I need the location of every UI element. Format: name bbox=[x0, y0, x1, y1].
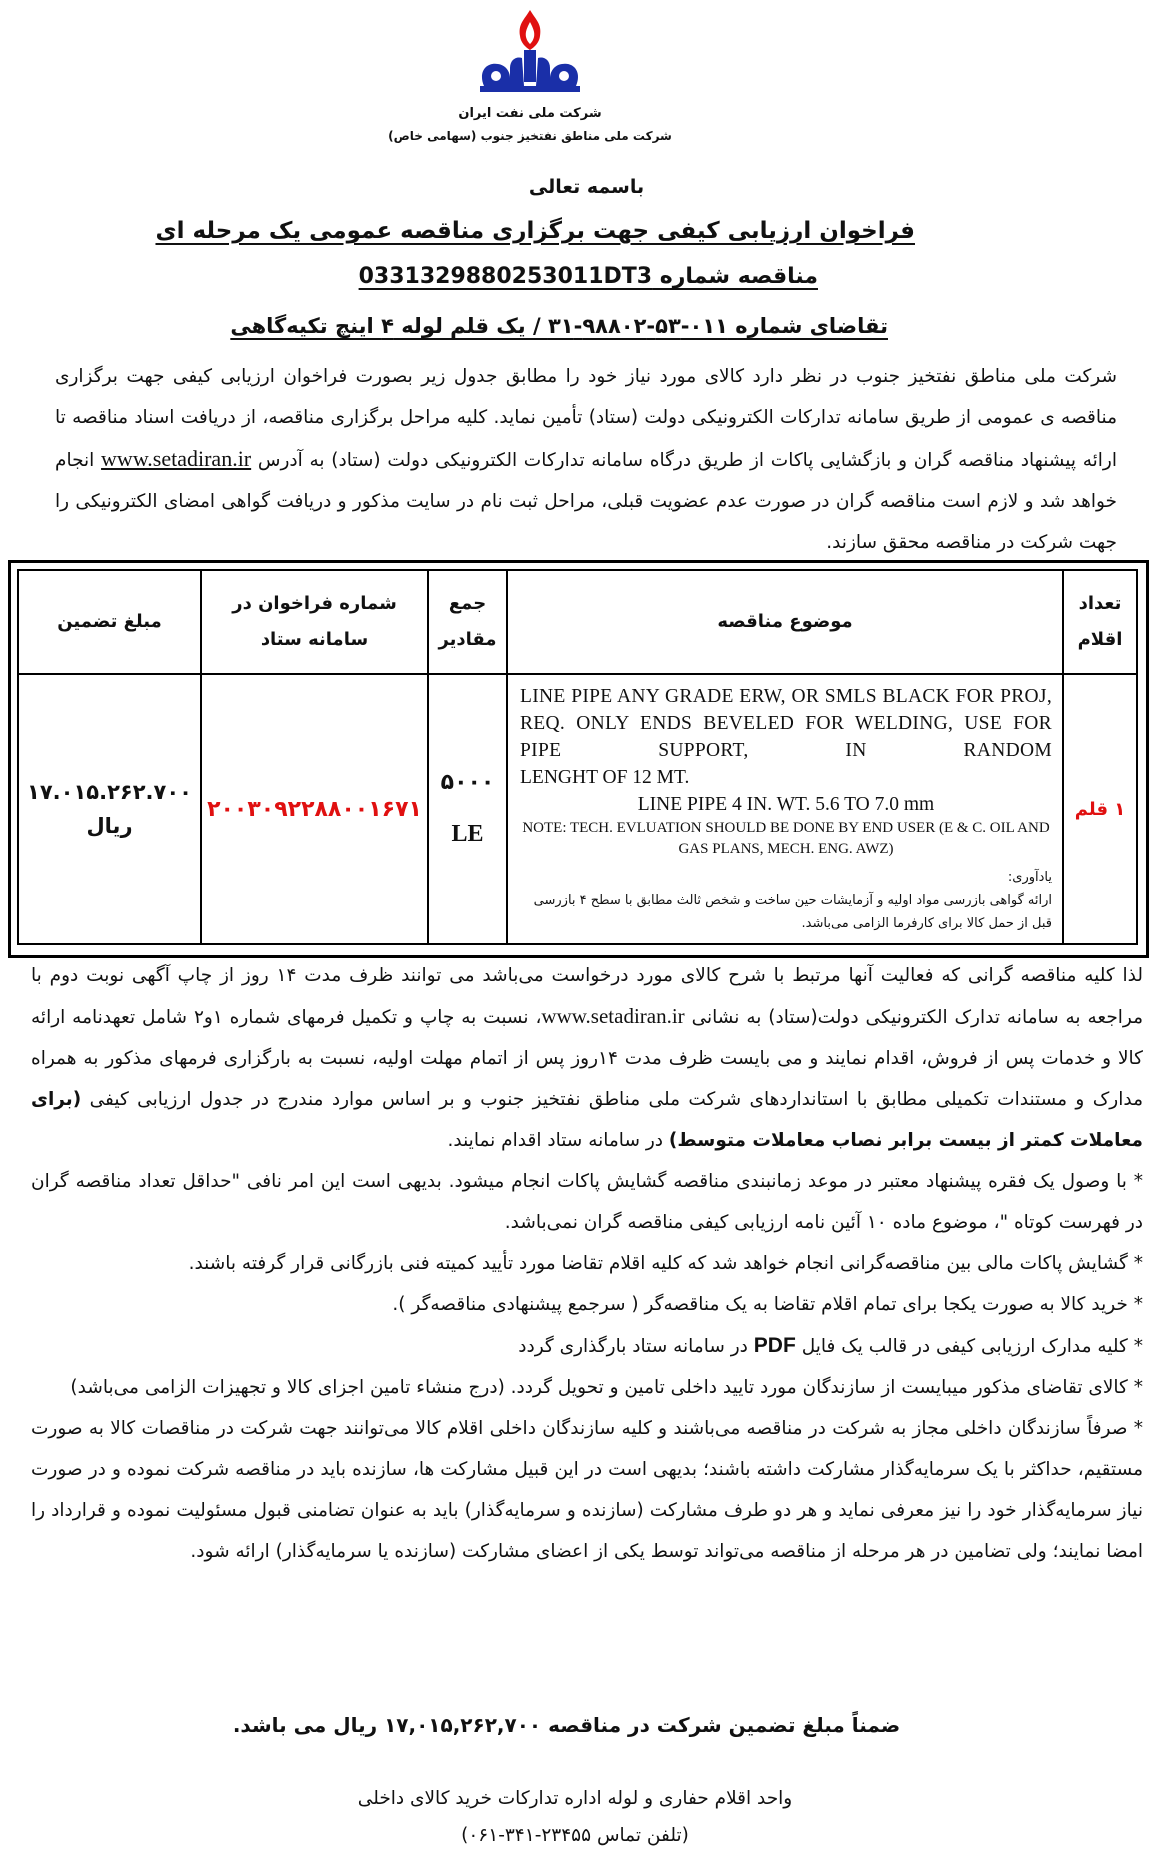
nioc-logo-icon bbox=[470, 6, 590, 106]
item-subject bbox=[507, 674, 1063, 944]
intro-text-2: انجام خواهد شد و لازم است مناقصه گران در صورت عدم عضویت قبلی، مراحل ثبت نام در سایت مذکور و دریافت گواهی امضای الکترونیکی را جهت شرکت در مناقصه محقق سازند. bbox=[55, 450, 1117, 553]
table-row bbox=[18, 674, 1137, 944]
header-quantity: جمع مقادیر bbox=[428, 570, 507, 674]
issuing-unit: واحد اقلام حفاری و لوله اداره تدارکات خرید کالای داخلی bbox=[357, 1788, 793, 1809]
reminder-text: ارائه گواهی بازرسی مواد اولیه و آزمایشات حین ساخت و شخص ثالث مطابق با سطح ۴ بازرسی قبل از حمل کالا برای کارفرما الزامی می‌باشد. bbox=[533, 893, 1052, 931]
item-quantity bbox=[428, 674, 507, 944]
intro-text-1: شرکت ملی مناطق نفتخیز جنوب در نظر دارد کالای مورد نیاز خود را مطابق جدول زیر بصورت فراخوان ارزیابی کیفی جهت برگزاری مناقصه ی عمومی از طریق سامانه تدارکات الکترونیکی دولت (ستاد) تأمین نماید. کلیه مراحل برگزاری مناقصه، از دریافت اسناد مناقصه تا ارائه پیشنهاد مناقصه گران و بازگشایی پاکات از طریق درگاه سامانه تدارکات الکترونیکی دولت (ستاد) به آدرس bbox=[55, 366, 1117, 471]
item-count: ۱ قلم bbox=[1063, 674, 1137, 944]
b4-text-b: در سامانه ستاد بارگذاری گردد bbox=[518, 1336, 748, 1357]
bullet-item: * خرید کالا به صورت یکجا برای تمام اقلام تقاضا به یک مناقصه‌گر ( سرجمع پیشنهادی مناقصه‌گر ). bbox=[392, 1294, 1143, 1315]
tender-number: مناقصه شماره 0331329880253011DT3 bbox=[358, 264, 818, 289]
guarantee-statement: ضمناً مبلغ تضمین شرکت در مناقصه ۱۷,۰۱۵,۲۶۲,۷۰۰ ریال می باشد. bbox=[232, 1713, 901, 1737]
b4-text-a: * کلیه مدارک ارزیابی کیفی در قالب یک فایل bbox=[801, 1336, 1143, 1357]
company-name: شرکت ملی نفت ایران bbox=[458, 106, 602, 121]
setad-website-link[interactable]: www.setadiran.ir bbox=[101, 446, 252, 471]
request-line: تقاضای شماره ۰۱۱-۵۳-۹۸۸۰۲-۳۱ / یک قلم لوله ۴ اینچ تکیه‌گاهی bbox=[230, 314, 888, 338]
contact-phone: (تلفن تماس ۲۳۴۵۵-۳۴۱-۰۶۱) bbox=[461, 1825, 689, 1846]
conditions-body bbox=[31, 955, 1143, 1572]
p1-text-c: در سامانه ستاد اقدام نمایند. bbox=[447, 1130, 663, 1151]
call-number: ۲۰۰۳۰۹۲۲۸۸۰۰۱۶۷۱ bbox=[201, 674, 428, 944]
invocation: باسمه تعالی bbox=[528, 176, 645, 198]
guarantee-amount: ۱۷.۰۱۵.۲۶۲.۷۰۰ bbox=[27, 780, 192, 804]
intro-paragraph bbox=[55, 356, 1117, 563]
quantity-value: ۵۰۰۰ bbox=[440, 770, 495, 795]
b4-pdf: PDF bbox=[753, 1334, 796, 1357]
header-call-number: شماره فراخوان در سامانه ستاد bbox=[201, 570, 428, 674]
notice-title: فراخوان ارزیابی کیفی جهت برگزاری مناقصه عمومی یک مرحله ای bbox=[155, 218, 915, 244]
header-count: تعداد اقلام bbox=[1063, 570, 1137, 674]
header-subject: موضوع مناقصه bbox=[507, 570, 1063, 674]
setad-website-link-2[interactable]: www.setadiran.ir bbox=[541, 1004, 685, 1028]
guarantee-currency: ریال bbox=[86, 814, 133, 838]
quantity-unit: LE bbox=[451, 821, 484, 847]
reminder bbox=[520, 866, 1052, 935]
subject-note: NOTE: TECH. EVLUATION SHOULD BE DONE BY END USER (E & C. OIL AND GAS PLANS, MECH. ENG. AWZ) bbox=[522, 820, 1050, 857]
subject-line-2: LENGHT OF 12 MT. bbox=[520, 767, 690, 788]
p1-text-b: ، نسبت به چاپ و تکمیل فرمهای شماره ۱و۲ شامل تعهدنامه ارائه کالا و خدمات پس از فروش، اقدام نمایند و می بایست ظرف مدت ۱۴روز پس از اتمام مهلت اولیه، نسبت به بارگزاری فرمهای مذکور به همراه مدارک و مستندات تکمیلی مطابق با استانداردهای شرکت ملی مناطق نفتخیز جنوب و بر اساس موارد مندرج در جدول ارزیابی کیفی bbox=[31, 1007, 1143, 1110]
bullet-item: * صرفاً سازندگان داخلی مجاز به شرکت در مناقصه می‌باشند و کلیه سازندگان داخلی اقلام کالا می‌توانند جهت شرکت در مناقصات کالا به صورت مستقیم، حداکثر با یک سرمایه‌گذار مشارکت داشته باشند؛ بدیهی است در این قبیل مشارکت ها، سازنده باید در مناقصه شرکت نموده و در صورت نیاز سرمایه‌گذار خود را نیز معرفی نماید و هر دو طرف مشارکت (سازنده و سرمایه‌گذار) باید به عنوان تضامنی قبول مسئولیت نموده و قرارداد را امضا نمایند؛ ولی تضامین در هر مرحله از مناقصه می‌تواند توسط یکی از اعضای مشارکت (سازنده یا سرمایه‌گذار) ارائه شود. bbox=[31, 1418, 1143, 1562]
header-guarantee: مبلغ تضمین bbox=[18, 570, 201, 674]
instructions-paragraph bbox=[31, 955, 1143, 1161]
p1-bold-clause: (برای معاملات کمتر از بیست برابر نصاب معاملات متوسط) bbox=[31, 1089, 1143, 1151]
subject-line-1: LINE PIPE ANY GRADE ERW, OR SMLS BLACK FOR PROJ, REQ. ONLY ENDS BEVELED FOR WELDING, USE FOR PIPE SUPPORT, IN RANDOM bbox=[520, 686, 1052, 761]
subsidiary-name: شرکت ملی مناطق نفتخیز جنوب (سهامی خاص) bbox=[388, 129, 672, 143]
bullet-item: * کالای تقاضای مذکور میبایست از سازندگان مورد تایید داخلی تامین و تحویل گردد. (درج منشاء تامین اجزای کالا و تجهیزات الزامی می‌باشد) bbox=[70, 1377, 1143, 1398]
p1-text-a: لذا کلیه مناقصه گرانی که فعالیت آنها مرتبط با شرح کالای مورد درخواست می‌باشد می توانند ظرف مدت ۱۴ روز از چاپ آگهی نوبت دوم با مراجعه به سامانه تدارک الکترونیکی دولت(ستاد) به نشانی bbox=[31, 965, 1144, 1028]
bullet-item: * گشایش پاکات مالی بین مناقصه‌گرانی انجام خواهد شد که کلیه اقلام تقاضا مورد تأیید کمیته فنی بازرگانی قرار گرفته باشند. bbox=[188, 1253, 1143, 1274]
bullet-item bbox=[31, 1325, 1143, 1367]
subject-spec: LINE PIPE 4 IN. WT. 5.6 TO 7.0 mm bbox=[637, 794, 935, 815]
bullet-item: * با وصول یک فقره پیشنهاد معتبر در موعد زمانبندی مناقصه گشایش پاکات انجام میشود. بدیهی است این امر نافی "حداقل تعداد مناقصه گران در فهرست کوتاه "، موضوع ماده ۱۰ آئین نامه ارزیابی کیفی مناقصه گران نمی‌باشد. bbox=[31, 1171, 1143, 1233]
tender-table bbox=[17, 569, 1138, 945]
tender-table-frame bbox=[8, 560, 1149, 958]
guarantee-cell bbox=[18, 674, 201, 944]
reminder-title: یادآوری: bbox=[1007, 870, 1052, 885]
table-header-row bbox=[18, 570, 1137, 674]
